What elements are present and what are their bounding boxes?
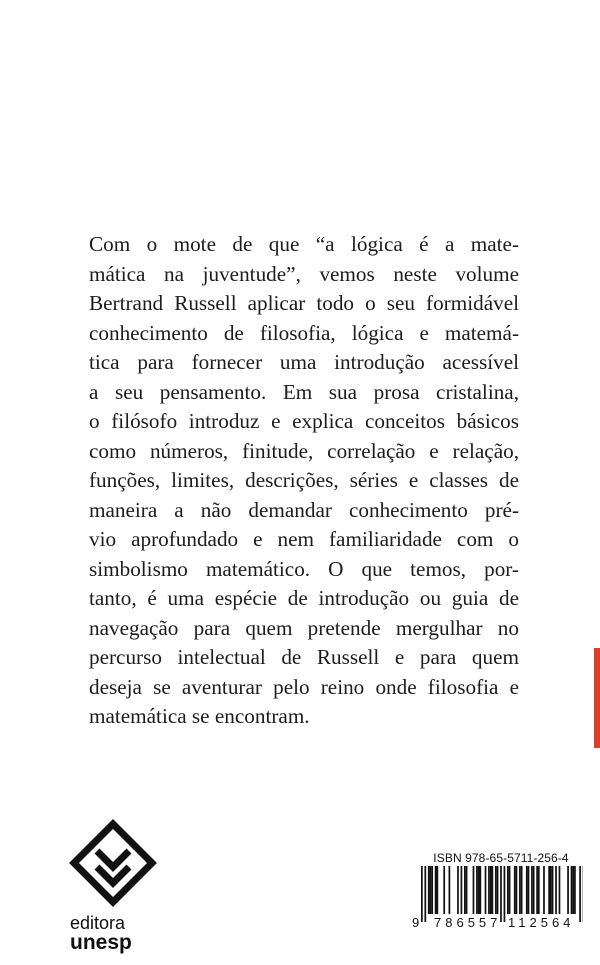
barcode-bar bbox=[543, 866, 545, 914]
barcode-bar bbox=[504, 866, 506, 922]
barcode-bar bbox=[497, 866, 499, 914]
barcode-bar bbox=[485, 866, 487, 914]
barcode-bar bbox=[490, 866, 492, 914]
barcode-bar bbox=[461, 866, 463, 914]
barcode-bar bbox=[572, 866, 574, 914]
accent-bar bbox=[594, 648, 600, 748]
barcode-bar bbox=[536, 866, 538, 914]
blurb-line: mática na juventude”, vemos neste volume bbox=[89, 261, 519, 286]
book-outline-logo-icon bbox=[68, 818, 158, 913]
barcode-bar bbox=[424, 866, 426, 922]
blurb-line: percurso intelectual de Russell e para quem bbox=[89, 645, 519, 669]
barcode-bar bbox=[533, 866, 535, 914]
barcode-bar bbox=[538, 866, 540, 914]
barcode-bar bbox=[509, 866, 511, 914]
barcode-digits-right: 112564 bbox=[508, 915, 575, 930]
barcode-bar bbox=[488, 866, 490, 914]
barcode-bar bbox=[443, 866, 445, 914]
blurb-line: Com o mote de que “a lógica é a mate- bbox=[89, 232, 519, 256]
blurb-line: navegação para quem pretende mergulhar no bbox=[89, 615, 519, 640]
barcode-bar bbox=[449, 866, 451, 914]
barcode-bar bbox=[428, 866, 430, 914]
blurb-line: matemática se encontram. bbox=[89, 704, 310, 728]
barcode-bar bbox=[521, 866, 523, 914]
barcode-bar bbox=[479, 866, 481, 914]
blurb-line: conhecimento de filosofia, lógica e matemá- bbox=[89, 320, 519, 345]
barcode-bar bbox=[500, 866, 502, 922]
barcode-bar bbox=[478, 866, 480, 914]
barcode-bar bbox=[436, 866, 438, 914]
blurb-line: vio aprofundado e nem familiaridade com o bbox=[89, 527, 519, 551]
blurb-line: como números, finitude, correlação e relação, bbox=[89, 438, 519, 463]
barcode-bar bbox=[579, 866, 581, 922]
barcode-bar bbox=[550, 866, 552, 914]
barcode-bar bbox=[548, 866, 550, 914]
barcode-digit-first: 9 bbox=[412, 915, 420, 930]
publisher-name-editora: editora bbox=[70, 913, 126, 933]
barcode-bar bbox=[507, 866, 509, 914]
barcode-bar bbox=[492, 866, 494, 914]
barcode-bar bbox=[421, 866, 423, 922]
barcode-bar bbox=[516, 866, 518, 914]
blurb-line: maneira a não demandar conhecimento pré- bbox=[89, 497, 519, 522]
blurb-line: funções, limites, descrições, séries e classes de bbox=[89, 468, 519, 492]
blurb-line: o filósofo introduz e explica conceitos básicos bbox=[89, 409, 519, 433]
barcode-bar bbox=[552, 866, 554, 914]
barcode-bar bbox=[555, 866, 557, 914]
barcode-digits-left: 786557 bbox=[434, 915, 502, 930]
barcode-bar bbox=[473, 866, 475, 914]
barcode-bar bbox=[457, 866, 459, 914]
barcode-bar bbox=[430, 866, 432, 914]
barcode-bar bbox=[519, 866, 521, 914]
barcode-bar bbox=[495, 866, 497, 914]
barcode-bar bbox=[476, 866, 478, 914]
barcode-bar bbox=[514, 866, 516, 914]
blurb-line: tica para fornecer uma introdução acessível bbox=[89, 350, 519, 374]
blurb-line: simbolismo matemático. O que temos, por- bbox=[89, 556, 519, 581]
barcode-bar bbox=[567, 866, 569, 914]
barcode-bar bbox=[574, 866, 576, 914]
barcode-bar bbox=[559, 866, 561, 914]
blurb-line: a seu pensamento. Em sua prosa cristalina, bbox=[89, 379, 519, 404]
barcode-bar bbox=[431, 866, 433, 914]
back-cover-blurb bbox=[89, 230, 519, 732]
publisher-name-unesp: unesp bbox=[70, 931, 132, 954]
blurb-line: tanto, é uma espécie de introdução ou guia de bbox=[89, 586, 519, 610]
blurb-line: Bertrand Russell aplicar todo o seu formidável bbox=[89, 291, 519, 315]
barcode-bar bbox=[464, 866, 466, 914]
barcode-bar bbox=[526, 866, 528, 914]
barcode-bar bbox=[571, 866, 573, 914]
barcode-bar bbox=[466, 866, 468, 914]
blurb-line: deseja se aventurar pelo reino onde filosofia e bbox=[89, 674, 519, 699]
isbn-label: ISBN 978-65-5711-256-4 bbox=[433, 851, 569, 865]
barcode-bar bbox=[528, 866, 530, 914]
barcode-bar bbox=[531, 866, 533, 914]
barcode-bar bbox=[435, 866, 437, 914]
